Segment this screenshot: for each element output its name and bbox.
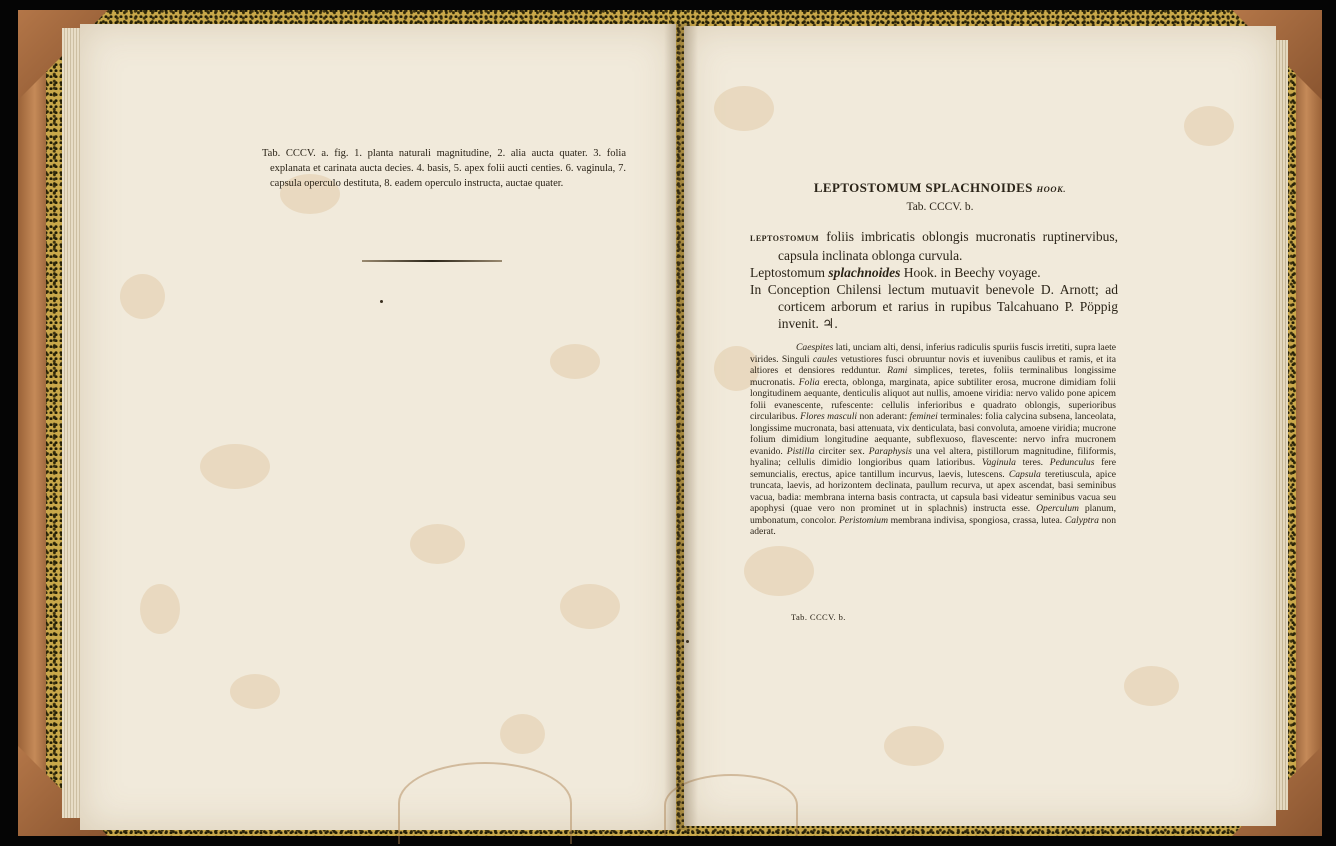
ink-dot: [380, 300, 383, 303]
term-calyptra: Calyptra: [1064, 514, 1099, 526]
ink-dot: [686, 640, 689, 643]
description-text: teretiuscula, apice truncata, laevis, ad horizontem declinata, paullum recurva, ut apex ascendat, basi seminibus vacua, badia: membrana interna basis contracta, ut capsula basi videatur seminibus vacua seu apophysi (quae vero non prominet ut in splachnis) instructa esse.: [750, 468, 1116, 514]
term-paraphysis: Paraphysis: [868, 445, 912, 457]
synonym-reference: Hook. in Beechy voyage.: [903, 265, 1041, 280]
description-text: planum, umbonatum, concolor.: [750, 503, 1116, 526]
term-caespites: Caespites: [796, 342, 834, 353]
page-stack: [62, 28, 82, 818]
term-pistilla: Pistilla: [786, 445, 815, 457]
term-flores-masculi: Flores masculi: [800, 411, 858, 422]
description-text: membrana indivisa, spongiosa, crassa, lutea.: [890, 514, 1063, 526]
term-folia: Folia: [798, 376, 820, 388]
description-text: circiter sex.: [818, 445, 865, 457]
synonym-genus: Leptostomum: [750, 265, 825, 280]
description-text: vetustiores fusci obruuntur novis et iuvenibus caulibus et ramis, et ita altiores et densiores redduntur.: [750, 353, 1116, 376]
diagnosis-block: [750, 228, 1118, 332]
term-feminei: feminei: [909, 411, 938, 422]
species-description: [750, 342, 1116, 538]
description-text: simplices, teretes, foliis terminalibus longissime mucronatis.: [750, 365, 1117, 388]
plate-reference: Tab. CCCV. b.: [906, 201, 974, 213]
description-text: lati, unciam alti, densi, inferius radiculis spuriis fuscis irretiti, supra laete virides. Singuli: [750, 342, 1116, 365]
section-rule: [362, 260, 502, 262]
species-name: LEPTOSTOMUM SPLACHNOIDES: [813, 180, 1033, 195]
description-text: teres.: [1022, 457, 1044, 468]
description-text: non aderat.: [750, 514, 1117, 537]
synonym-species: splachnoides: [828, 265, 901, 280]
genus-label: LEPTOSTOMUM: [750, 234, 820, 243]
habitat-paragraph: In Conception Chilensi lectum mutuavit benevole D. Arnott; ad corticem arborum et rarius in rupibus Talcahuano P. Pöppig invenit. ♃.: [750, 282, 1118, 331]
left-page: [80, 24, 676, 830]
page-stack: [1274, 40, 1288, 810]
description-text: non aderant:: [859, 411, 908, 422]
left-leather-edge: [18, 10, 46, 836]
term-capsula: Capsula: [1008, 468, 1041, 480]
synonym-paragraph: [750, 264, 1118, 281]
description-text: una vel altera, pistillorum magnitudine, filiformis, hyalina; cellulis dimidio longioribus quam latioribus.: [750, 445, 1117, 468]
plate-footer: Tab. CCCV. b.: [791, 612, 846, 622]
term-caules: caules: [812, 353, 838, 365]
species-author: HOOK.: [1036, 184, 1067, 194]
term-operculum: Operculum: [1036, 503, 1079, 514]
diagnosis-text: foliis imbricatis oblongis mucronatis ruptinervibus, capsula inclinata oblonga curvula.: [778, 229, 1119, 263]
gutter-shadow: [664, 24, 698, 830]
term-pedunculus: Pedunculus: [1049, 457, 1095, 468]
description-text: terminales: folia calycina subsena, lanceolata, longissime mucronata, basi attenuata, vix denticulata, basi convoluta, amoene viridia; mucrone folium dimidium longitudine aequante, subflexuoso, flavescente: nervo infra mucronem evanido.: [750, 411, 1116, 457]
term-vaginula: Vaginula: [981, 457, 1016, 468]
species-title: [760, 180, 1120, 196]
right-leather-edge: [1296, 10, 1322, 836]
diagnosis-paragraph: [750, 228, 1118, 264]
term-peristomium: Peristomium: [838, 514, 889, 526]
description-text: fere semuncialis, erectus, apice tantillum incurvus, laevis, lutescens.: [750, 457, 1116, 480]
description-text: erecta, oblonga, marginata, apice subtiliter erosa, mucrone dimidiam folii longitudinem aequante, denticulis aliquot aut nullis, amoene viridia: nervo valido pone apicem folii evanescente, rufescente: cellulis inferioribus e quadrato oblongis, superioribus circularibus.: [750, 376, 1116, 422]
term-rami: Rami: [887, 365, 908, 376]
plate-caption: Tab. CCCV. a. fig. 1. planta naturali magnitudine, 2. alia aucta quater. 3. folia explanata et carinata aucta decies. 4. basis, 5. apex folii aucti centies. 6. vaginula, 7. capsula operculo destituta, 8. eadem operculo instructa, auctae quater.: [262, 148, 626, 189]
